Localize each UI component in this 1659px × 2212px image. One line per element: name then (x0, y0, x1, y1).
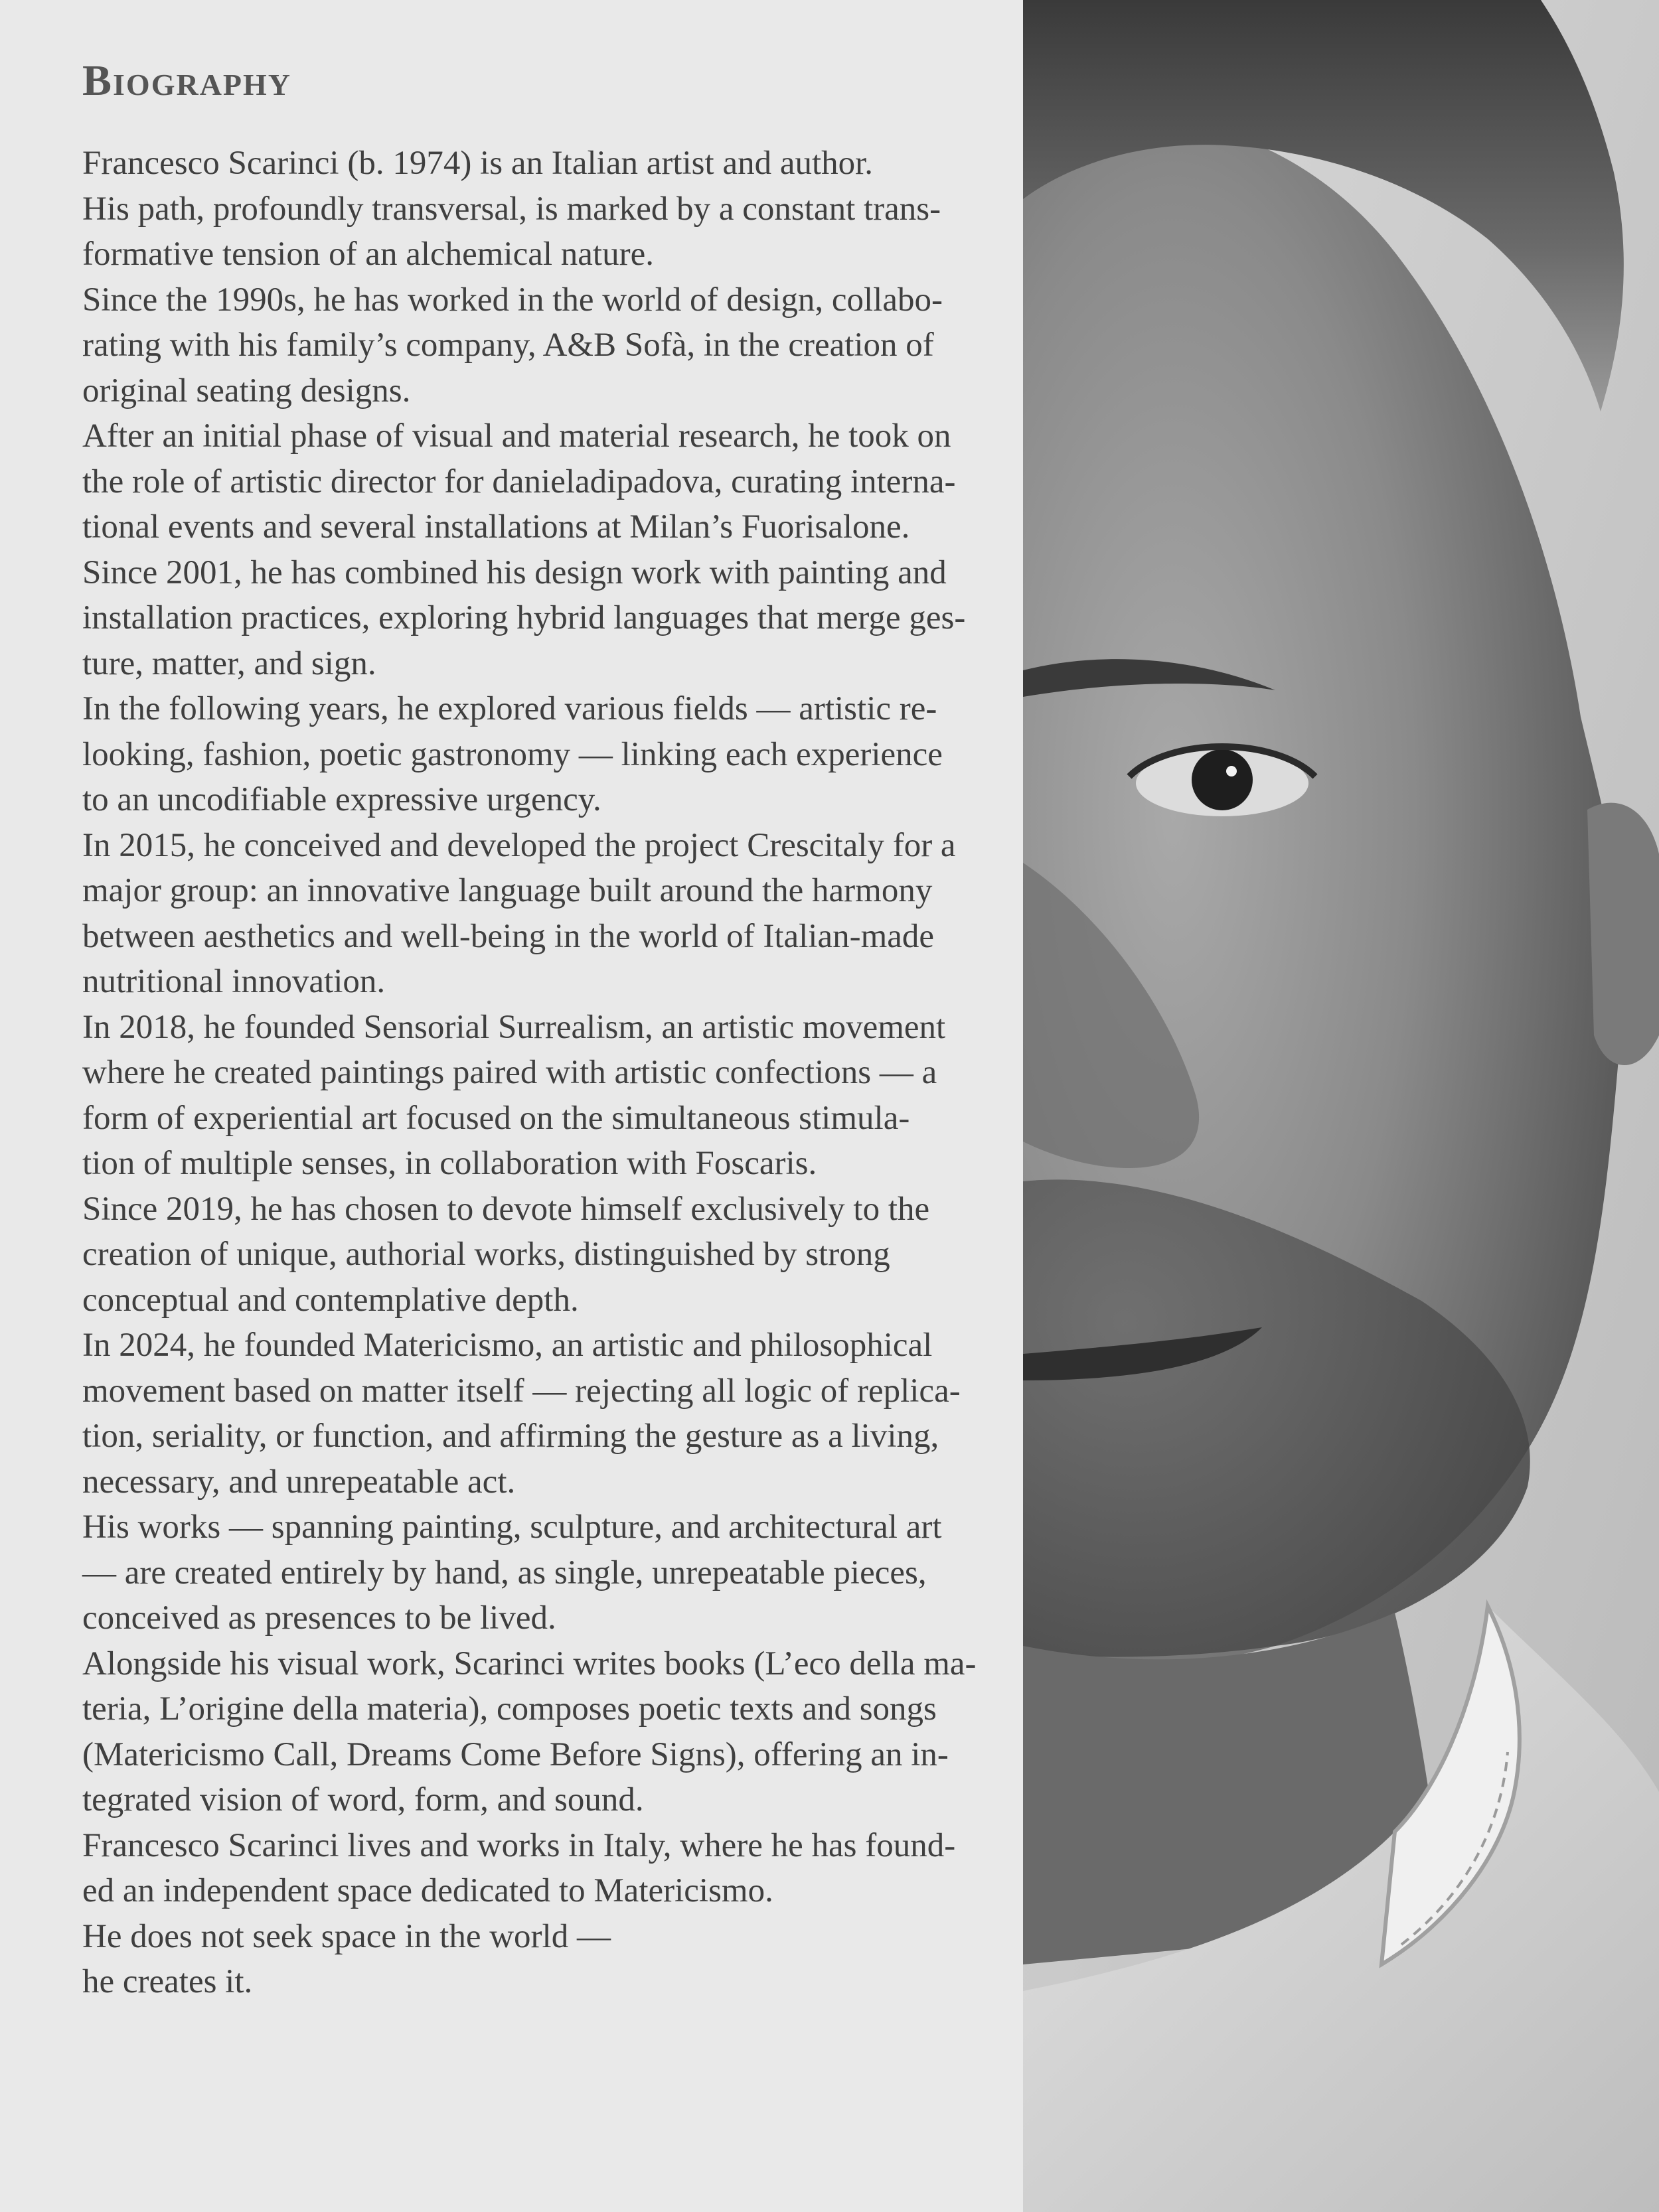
biography-line: He does not seek space in the world — (82, 1917, 611, 1955)
biography-line: Since 2019, he has chosen to devote himself exclusively to the (82, 1190, 930, 1228)
biography-line: In 2018, he founded Sensorial Surrealism, an artistic movement (82, 1008, 946, 1046)
biography-line: form of experiential art focused on the simultaneous stimula- (82, 1099, 910, 1137)
biography-line: Francesco Scarinci (b. 1974) is an Italian artist and author. (82, 145, 874, 182)
portrait-photo-icon (1023, 0, 1659, 2212)
biography-line: tegrated vision of word, form, and sound. (82, 1781, 644, 1818)
biography-line: Since 2001, he has combined his design work with painting and (82, 553, 947, 591)
iris-shape (1192, 749, 1253, 810)
biography-line: installation practices, exploring hybrid languages that merge ges- (82, 599, 966, 636)
biography-line: tion of multiple senses, in collaboration with Foscaris. (82, 1145, 817, 1182)
biography-text (82, 141, 1012, 2005)
biography-line: looking, fashion, poetic gastronomy — linking each experience (82, 735, 943, 773)
biography-line: After an initial phase of visual and material research, he took on (82, 417, 951, 455)
biography-line: His path, profoundly transversal, is marked by a constant trans- (82, 190, 941, 228)
biography-line: nutritional innovation. (82, 963, 386, 1000)
biography-line: tional events and several installations at Milan’s Fuorisalone. (82, 508, 910, 546)
portrait-photo-svg (1023, 0, 1659, 2212)
biography-line: ture, matter, and sign. (82, 644, 376, 682)
biography-line: conceived as presences to be lived. (82, 1599, 556, 1637)
biography-line: ed an independent space dedicated to Matericismo. (82, 1872, 773, 1909)
biography-line: necessary, and unrepeatable act. (82, 1463, 516, 1501)
biography-line: — are created entirely by hand, as single, unrepeatable pieces, (82, 1554, 927, 1591)
biography-line: rating with his family’s company, A&B Sofà, in the creation of (82, 327, 934, 364)
biography-line: between aesthetics and well-being in the world of Italian-made (82, 917, 935, 955)
biography-line: Francesco Scarinci lives and works in Italy, where he has found- (82, 1826, 956, 1864)
biography-line: he creates it. (82, 1963, 253, 2000)
biography-line: where he created paintings paired with artistic confections — a (82, 1054, 937, 1091)
eye-highlight (1226, 766, 1237, 776)
biography-line: tion, seriality, or function, and affirming the gesture as a living, (82, 1418, 939, 1455)
biography-line: conceptual and contemplative depth. (82, 1281, 579, 1319)
biography-line: Since the 1990s, he has worked in the world of design, collabo- (82, 281, 943, 319)
ear-shape (1587, 803, 1659, 1065)
biography-line: (Matericismo Call, Dreams Come Before Signs), offering an in- (82, 1735, 949, 1773)
biography-line: In the following years, he explored various fields — artistic re- (82, 690, 937, 727)
biography-line: Alongside his visual work, Scarinci writes books (L’eco della ma- (82, 1645, 977, 1682)
biography-line: creation of unique, authorial works, distinguished by strong (82, 1236, 890, 1273)
biography-line: the role of artistic director for danieladipadova, curating interna- (82, 463, 956, 500)
biography-line: to an uncodifiable expressive urgency. (82, 781, 601, 818)
page-title: Biography (82, 56, 292, 105)
biography-line: His works — spanning painting, sculpture, and architectural art (82, 1509, 942, 1546)
biography-line: original seating designs. (82, 372, 411, 409)
biography-line: movement based on matter itself — rejecting all logic of replica- (82, 1372, 961, 1410)
biography-line: major group: an innovative language built around the harmony (82, 872, 933, 909)
biography-line: In 2024, he founded Matericismo, an artistic and philosophical (82, 1327, 933, 1364)
biography-line: In 2015, he conceived and developed the project Crescitaly for a (82, 826, 956, 864)
biography-line: formative tension of an alchemical nature. (82, 236, 654, 273)
biography-line: teria, L’origine della materia), composes poetic texts and songs (82, 1690, 937, 1728)
